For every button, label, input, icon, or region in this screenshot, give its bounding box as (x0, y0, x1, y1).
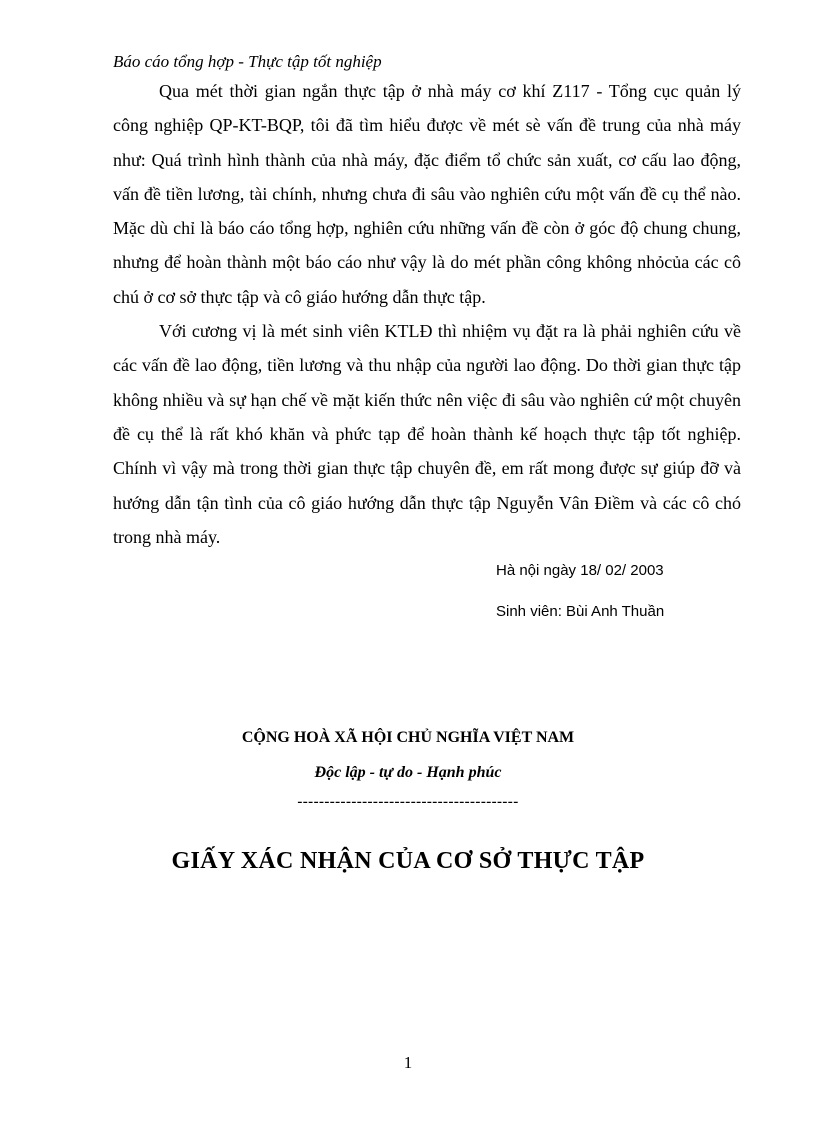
signature-name: Sinh viên: Bùi Anh Thuần (496, 603, 665, 620)
paragraph-2: Với cương vị là mét sinh viên KTLĐ thì nhiệm vụ đặt ra là phải nghiên cứu về các vấn đề lao động, tiền lương và thu nhập của người lao động. Do thời gian thực tập không nhiều và sự hạn chế về mặt kiến thức nên việc đi sâu vào nghiên cứ một chuyên đề cụ thể là rất khó khăn và phức tạp để hoàn thành kế hoạch thực tập tốt nghiệp. Chính vì vậy mà trong thời gian thực tập chuyên đề, em rất mong được sự giúp đỡ và hướng dẫn tận tình của cô giáo hướng dẫn thực tập Nguyễn Vân Điềm và các cô chó trong nhà máy. (113, 321, 741, 547)
page-number: 1 (403, 1053, 413, 1072)
running-header: Báo cáo tổng hợp - Thực tập tốt nghiệp (113, 52, 382, 71)
body-text (113, 74, 741, 554)
national-title: CỘNG HOÀ XÃ HỘI CHỦ NGHĨA VIỆT NAM (241, 729, 575, 746)
certificate-title: GIẤY XÁC NHẬN CỦA CƠ SỞ THỰC TẬP (171, 848, 645, 874)
national-motto: Độc lập - tự do - Hạnh phúc (314, 764, 502, 781)
signature-date: Hà nội ngày 18/ 02/ 2003 (496, 562, 664, 579)
paragraph-1: Qua mét thời gian ngắn thực tập ở nhà máy cơ khí Z117 - Tổng cục quản lý công nghiệp QP-KT-BQP, tôi đã tìm hiểu được về mét sè vấn đề trung của nhà máy như: Quá trình hình thành của nhà máy, đặc điểm tổ chức sản xuất, cơ cấu lao động, vấn đề tiền lương, tài chính, nhưng chưa đi sâu vào nghiên cứu một vấn đề cụ thể nào. Mặc dù chỉ là báo cáo tổng hợp, nghiên cứu những vấn đề còn ở góc độ chung chung, nhưng để hoàn thành một báo cáo như vậy là do mét phần công không nhỏcủa các cô chú ở cơ sở thực tập và cô giáo hướng dẫn thực tập. (113, 81, 741, 307)
divider-line: ----------------------------------------- (297, 794, 519, 810)
